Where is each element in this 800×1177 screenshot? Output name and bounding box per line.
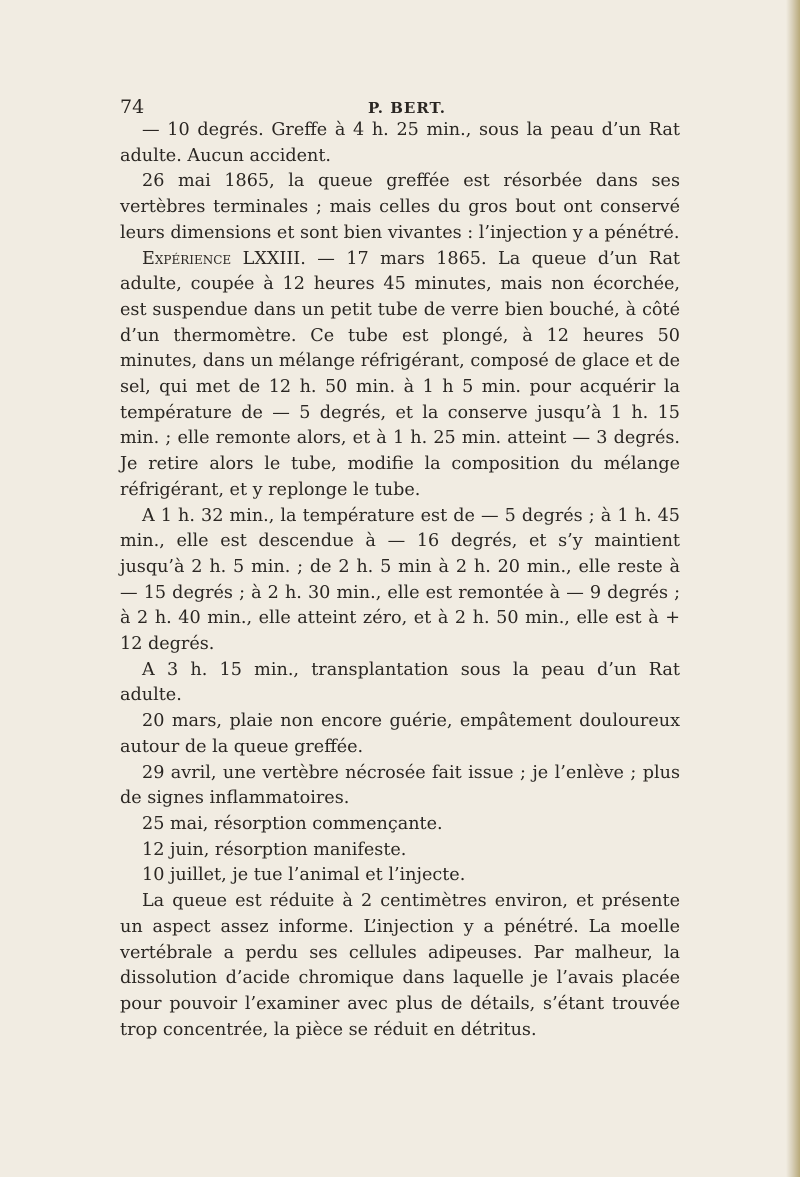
page-header [120, 95, 680, 119]
paragraph-1: — 10 degrés. Greffe à 4 h. 25 min., sous la peau d’un Rat adulte. Aucun accident. [120, 120, 680, 166]
paragraph-3 [120, 247, 680, 504]
page-number: 74 [120, 96, 145, 118]
paragraph-10: 10 juillet, je tue l’animal et l’injecte. [142, 865, 466, 886]
paragraph-6: 20 mars, plaie non encore guérie, empâtement douloureux autour de la queue greffée. [120, 711, 680, 757]
paragraph-7: 29 avril, une vertèbre nécrosée fait issue ; je l’enlève ; plus de signes inflammatoires. [120, 762, 680, 809]
experience-text: LXXIII. — 17 mars 1865. La queue d’un Rat adulte, coupée à 12 heures 45 minutes, mais non écorchée, est suspendue dans un petit tube de verre bien bouché, à côté d’un thermomètre. Ce tube est plongé, à 12 heures 50 minutes, dans un mélange réfrigérant, composé de glace et de sel, qui met de 12 h. 50 min. à 1 h 5 min. pour acquérir la température de — 5 degrés, et la conserve jusqu’à 1 h. 15 min. ; elle remonte alors, et à 1 h. 25 min. atteint — 3 degrés. Je retire alors le tube, modifie la composition du mélange réfrigérant, et y replonge le tube. [120, 248, 681, 500]
page-edge-shadow [786, 0, 800, 1177]
paragraph-8: 25 mai, résorption commençante. [142, 813, 443, 834]
paragraph-11: La queue est réduite à 2 centimètres environ, et présente un aspect assez informe. L’injection y a pénétré. La moelle vertébrale a perdu ses cellules adipeuses. Par malheur, la dissolution d’acide chromique dans laquelle je l’avais placée pour pouvoir l’examiner avec plus de détails, s’étant trouvée trop concentrée, la pièce se réduit en détritus. [120, 891, 680, 1040]
paragraph-4: A 1 h. 32 min., la température est de — 5 degrés ; à 1 h. 45 min., elle est descendue à — 16 degrés, et s’y maintient jusqu’à 2 h. 5 min. ; de 2 h. 5 min à 2 h. 20 min., elle reste à — 15 degrés ; à 2 h. 30 min., elle est remontée à — 9 degrés ; à 2 h. 40 min., elle atteint zéro, et à 2 h. 50 min., elle est à + 12 degrés. [120, 505, 680, 655]
running-head: P. BERT. [368, 99, 447, 117]
experience-label: Expérience [142, 248, 232, 269]
paragraph-9: 12 juin, résorption manifeste. [142, 839, 407, 860]
paragraph-2: 26 mai 1865, la queue greffée est résorbée dans ses vertèbres terminales ; mais celles du gros bout ont conservé leurs dimensions et sont bien vivantes : l’injection y a pénétré. [120, 171, 680, 243]
paragraph-5: A 3 h. 15 min., transplantation sous la peau d’un Rat adulte. [120, 659, 680, 706]
body-text [120, 118, 680, 1043]
